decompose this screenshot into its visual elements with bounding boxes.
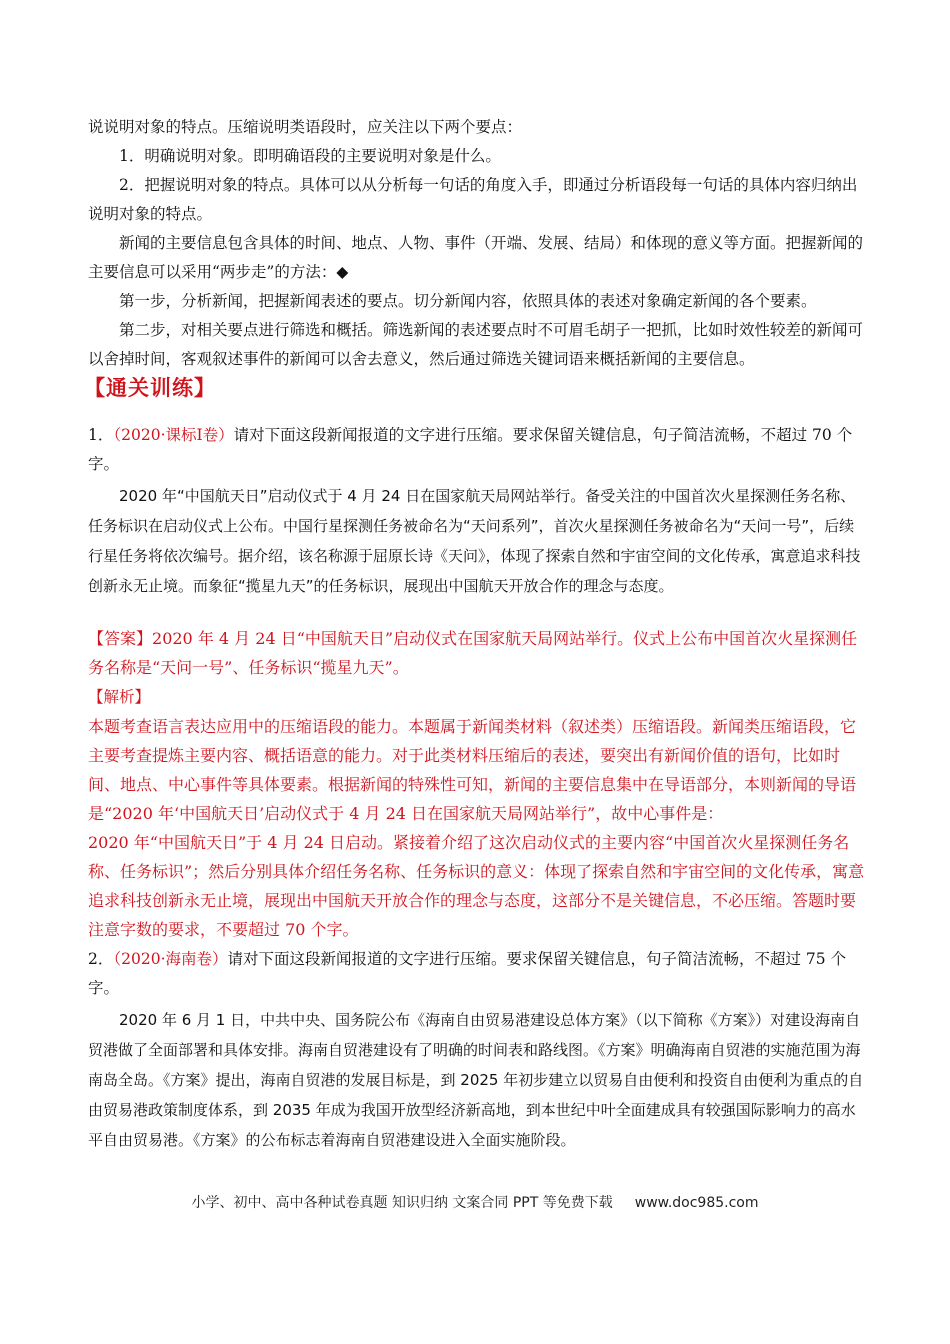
question-prompt: 请对下面这段新闻报道的文字进行压缩。要求保留关键信息，句子简洁流畅，不超过 75 个字。 — [88, 950, 847, 997]
news-passage-1: 2020 年“中国航天日”启动仪式于 4 月 24 日在国家航天局网站举行。备受关注的中国首次火星探测任务名称、任务标识在启动仪式上公布。中国行星探测任务被命名为“天问系列”，首次火星探测任务被命名为“天问一号”，后续行星任务将依次编号。据介绍，该名称源于屈原长诗《天问》，体现了探索自然和宇宙空间的文化传承，寓意追求科技创新永无止境。而象征“揽星九天”的任务标识，展现出中国航天开放合作的理念与态度。 — [88, 487, 861, 595]
answer-text: 2020 年 4 月 24 日“中国航天日”启动仪式在国家航天局网站举行。仪式上公布中国首次火星探测任务名称是“天问一号”、任务标识“揽星九天”。 — [88, 629, 858, 677]
question-prompt: 请对下面这段新闻报道的文字进行压缩。要求保留关键信息，句子简洁流畅，不超过 70 个字。 — [88, 426, 853, 473]
question-source: （2020·课标Ⅰ卷） — [113, 426, 234, 444]
intro-point-1: 1．明确说明对象。即明确语段的主要说明对象是什么。 — [119, 147, 501, 165]
news-intro: 新闻的主要信息包含具体的时间、地点、人物、事件（开端、发展、结局）和体现的意义等方面。把握新闻的主要信息可以采用“两步走”的方法：◆ — [88, 234, 864, 281]
footer-url[interactable]: www.doc985.com — [634, 1195, 759, 1211]
question-number: 2． — [88, 950, 114, 968]
question-number: 1． — [88, 426, 114, 444]
analysis-label: 【解析】 — [88, 688, 151, 706]
section-title: 【通关训练】 — [84, 376, 216, 400]
intro-line: 说说明对象的特点。压缩说明类语段时，应关注以下两个要点： — [88, 118, 523, 136]
question-1 — [88, 421, 868, 479]
step-2: 第二步，对相关要点进行筛选和概括。筛选新闻的表述要点时不可眉毛胡子一把抓，比如时效性较差的新闻可以舍掉时间，客观叙述事件的新闻可以舍去意义，然后通过筛选关键词语来概括新闻的主要信息。 — [88, 321, 864, 368]
question-2 — [88, 945, 868, 1003]
footer-text: 小学、初中、高中各种试卷真题 知识归纳 文案合同 PPT 等免费下载 — [191, 1195, 613, 1211]
question-source: （2020·海南卷） — [113, 950, 228, 968]
step-1: 第一步，分析新闻，把握新闻表述的要点。切分新闻内容，依照具体的表述对象确定新闻的各个要素。 — [119, 292, 817, 310]
page-footer — [0, 1192, 950, 1212]
analysis-text-2: 2020 年“中国航天日”于 4 月 24 日启动。紧接着介绍了这次启动仪式的主要内容“中国首次火星探测任务名称、任务标识”；然后分别具体介绍任务名称、任务标识的意义：体现了探索自然和宇宙空间的文化传承，寓意追求科技创新永无止境，展现出中国航天开放合作的理念与态度，这部分不是关键信息，不必压缩。答题时要注意字数的要求，不要超过 70 个字。 — [88, 833, 865, 939]
answer-label: 【答案】 — [88, 629, 153, 648]
analysis-text-1: 本题考查语言表达应用中的压缩语段的能力。本题属于新闻类材料（叙述类）压缩语段。新闻类压缩语段，它主要考查提炼主要内容、概括语意的能力。对于此类材料压缩后的表述，要突出有新闻价值的语句，比如时间、地点、中心事件等具体要素。根据新闻的特殊性可知，新闻的主要信息集中在导语部分，本则新闻的导语是“2020 年‘中国航天日’启动仪式于 4 月 24 日在国家航天局网站举行”，故中心事件是： — [88, 717, 857, 823]
intro-point-2: 2．把握说明对象的特点。具体可以从分析每一句话的角度入手，即通过分析语段每一句话的具体内容归纳出说明对象的特点。 — [88, 176, 858, 223]
answer-1 — [88, 624, 868, 682]
news-passage-2: 2020 年 6 月 1 日，中共中央、国务院公布《海南自由贸易港建设总体方案》（以下简称《方案》）对建设海南自贸港做了全面部署和具体安排。海南自贸港建设有了明确的时间表和路线图。《方案》明确海南自贸港的实施范围为海南岛全岛。《方案》提出，海南自贸港的发展目标是，到 2025 年初步建立以贸易自由便利和投资自由便利为重点的自由贸易港政策制度体系，到 2035 年成为我国开放型经济新高地，到本世纪中叶全面建成具有较强国际影响力的高水平自由贸易港。《方案》的公布标志着海南自贸港建设进入全面实施阶段。 — [88, 1011, 864, 1149]
